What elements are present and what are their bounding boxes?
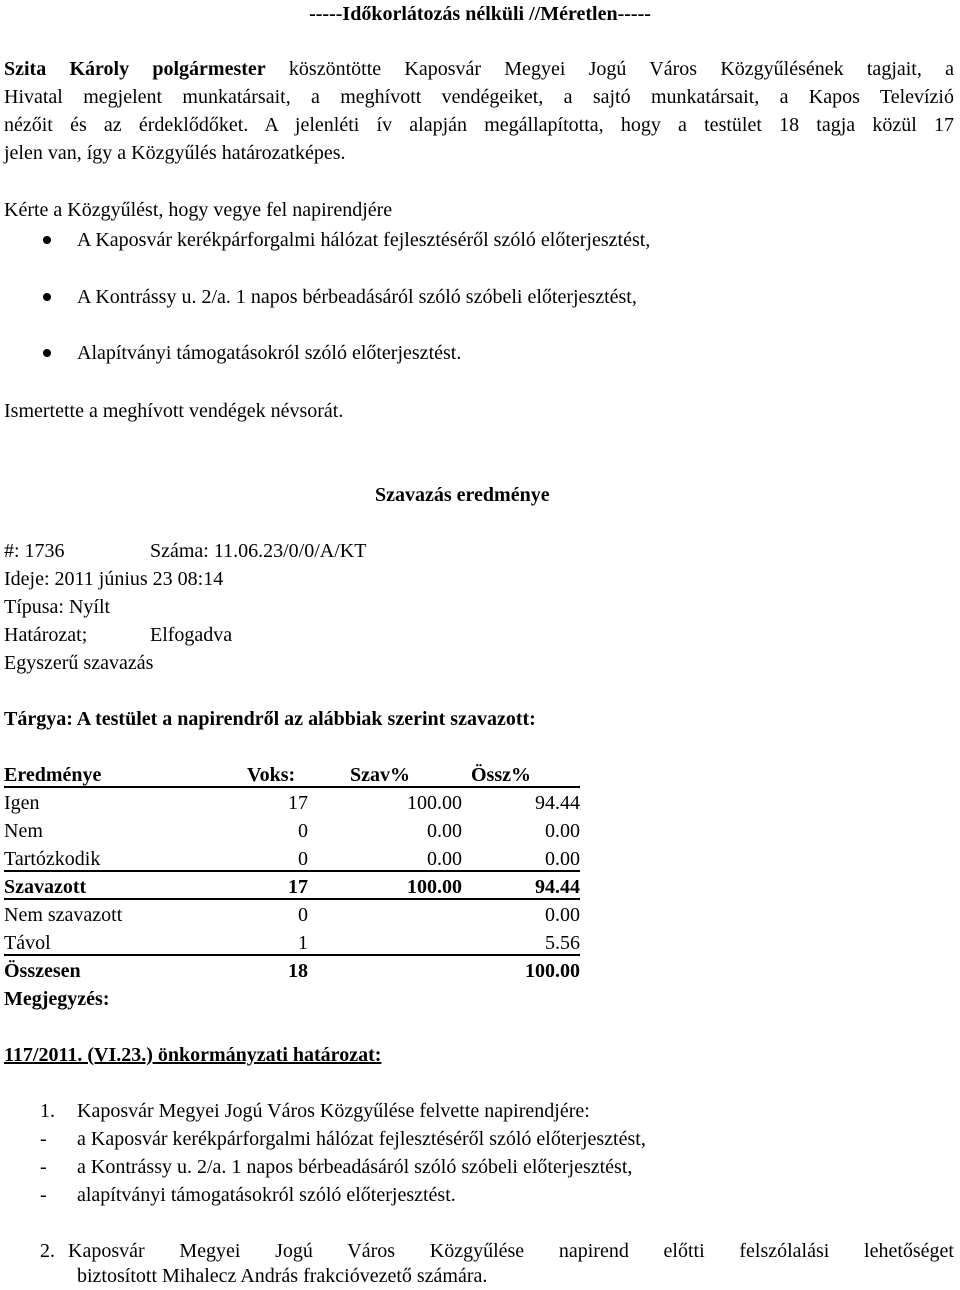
row-voks: 0 [298, 904, 308, 926]
vote-simple: Egyszerű szavazás [4, 652, 154, 674]
intro-line-3: nézőit és az érdeklődőket. A jelenléti ív alapján megállapította, hogy a testület 18 tagja közül 17 [4, 114, 954, 136]
row-szav: 0.00 [427, 848, 462, 870]
note-label: Megjegyzés: [4, 988, 110, 1010]
header-szav: Szav% [350, 764, 410, 786]
vote-id: #: 1736 [4, 540, 65, 562]
resolution-item-2-line-1: Kaposvár Megyei Jogú Város Közgyűlése napirend előtti felszólalási lehetőséget [68, 1240, 954, 1262]
row-label: Szavazott [4, 876, 87, 898]
row-ossz: 94.44 [535, 792, 580, 814]
vote-type: Típusa: Nyílt [4, 596, 111, 618]
dash-marker: - [40, 1128, 47, 1150]
row-voks: 17 [288, 876, 308, 898]
resolution-dash-item-3: alapítványi támogatásokról szóló előterjesztést. [77, 1184, 456, 1206]
row-voks: 0 [298, 848, 308, 870]
intro-line-1-text: köszöntötte Kaposvár Megyei Jogú Város Közgyűlésének tagjait, a [265, 58, 954, 80]
header-ossz: Össz% [471, 764, 531, 786]
row-ossz: 0.00 [545, 820, 580, 842]
row-voks: 18 [288, 960, 308, 982]
row-szav: 100.00 [407, 792, 462, 814]
intro-line-2: Hivatal megjelent munkatársait, a meghívott vendégeiket, a sajtó munkatársait, a Kapos Televízió [4, 86, 954, 108]
intro-line-4: jelen van, így a Közgyűlés határozatképes. [4, 142, 346, 164]
resolution-item-2-number: 2. [40, 1240, 55, 1262]
resolution-title: 117/2011. (VI.23.) önkormányzati határozat: [4, 1044, 382, 1066]
table-row [4, 845, 584, 873]
vote-decision-label: Határozat; [4, 624, 88, 646]
row-szav: 0.00 [427, 820, 462, 842]
results-header-row [4, 761, 584, 789]
resolution-item-1-number: 1. [40, 1100, 55, 1122]
vote-subject: Tárgya: A testület a napirendről az alábbiak szerint szavazott: [4, 708, 536, 730]
resolution-item-2-line-2: biztosított Mihalecz András frakcióvezető számára. [77, 1265, 488, 1287]
vote-decision-status: Elfogadva [150, 624, 233, 646]
row-voks: 0 [298, 820, 308, 842]
dash-marker: - [40, 1184, 47, 1206]
row-label: Igen [4, 792, 40, 814]
bullet-dot [43, 349, 51, 357]
agenda-bullet-2: A Kontrássy u. 2/a. 1 napos bérbeadásáról szóló szóbeli előterjesztést, [77, 286, 637, 308]
table-row-total [4, 957, 584, 985]
row-voks: 1 [298, 932, 308, 954]
bullet-dot [43, 293, 51, 301]
table-row-total-voted [4, 873, 584, 901]
row-underline [4, 898, 580, 900]
agenda-bullet-3: Alapítványi támogatásokról szóló előterjesztést. [77, 342, 462, 364]
resolution-item-1-text: Kaposvár Megyei Jogú Város Közgyűlése felvette napirendjére: [77, 1100, 590, 1122]
table-row [4, 929, 584, 957]
header-voks: Voks: [247, 764, 296, 786]
row-label: Távol [4, 932, 51, 954]
agenda-bullet-1: A Kaposvár kerékpárforgalmi hálózat fejlesztéséről szóló előterjesztést, [77, 229, 651, 251]
row-underline [4, 954, 580, 956]
document-header: -----Időkorlátozás nélküli //Méretlen----- [309, 3, 651, 25]
row-ossz: 5.56 [545, 932, 580, 954]
table-row [4, 901, 584, 929]
row-label: Összesen [4, 960, 81, 982]
row-label: Tartózkodik [4, 848, 101, 870]
header-result: Eredménye [4, 764, 102, 786]
header-underline [4, 786, 580, 788]
row-underline [4, 870, 580, 872]
dash-marker: - [40, 1156, 47, 1178]
row-szav: 100.00 [407, 876, 462, 898]
row-ossz: 94.44 [535, 876, 580, 898]
guests-line: Ismertette a meghívott vendégek névsorát. [4, 400, 344, 422]
row-ossz: 100.00 [525, 960, 580, 982]
row-label: Nem [4, 820, 43, 842]
resolution-dash-item-1: a Kaposvár kerékpárforgalmi hálózat fejlesztéséről szóló előterjesztést, [77, 1128, 646, 1150]
row-ossz: 0.00 [545, 848, 580, 870]
vote-time: Ideje: 2011 június 23 08:14 [4, 568, 224, 590]
row-ossz: 0.00 [545, 904, 580, 926]
table-row [4, 817, 584, 845]
intro-line-1 [4, 55, 954, 83]
row-label: Nem szavazott [4, 904, 123, 926]
bullet-dot [43, 236, 51, 244]
mayor-name: Szita Károly polgármester [4, 58, 266, 80]
vote-number: Száma: 11.06.23/0/0/A/KT [150, 540, 367, 562]
table-row [4, 789, 584, 817]
row-voks: 17 [288, 792, 308, 814]
agenda-request: Kérte a Közgyűlést, hogy vegye fel napirendjére [4, 199, 393, 221]
vote-heading: Szavazás eredménye [375, 484, 550, 506]
resolution-dash-item-2: a Kontrássy u. 2/a. 1 napos bérbeadásáról szóló szóbeli előterjesztést, [77, 1156, 633, 1178]
